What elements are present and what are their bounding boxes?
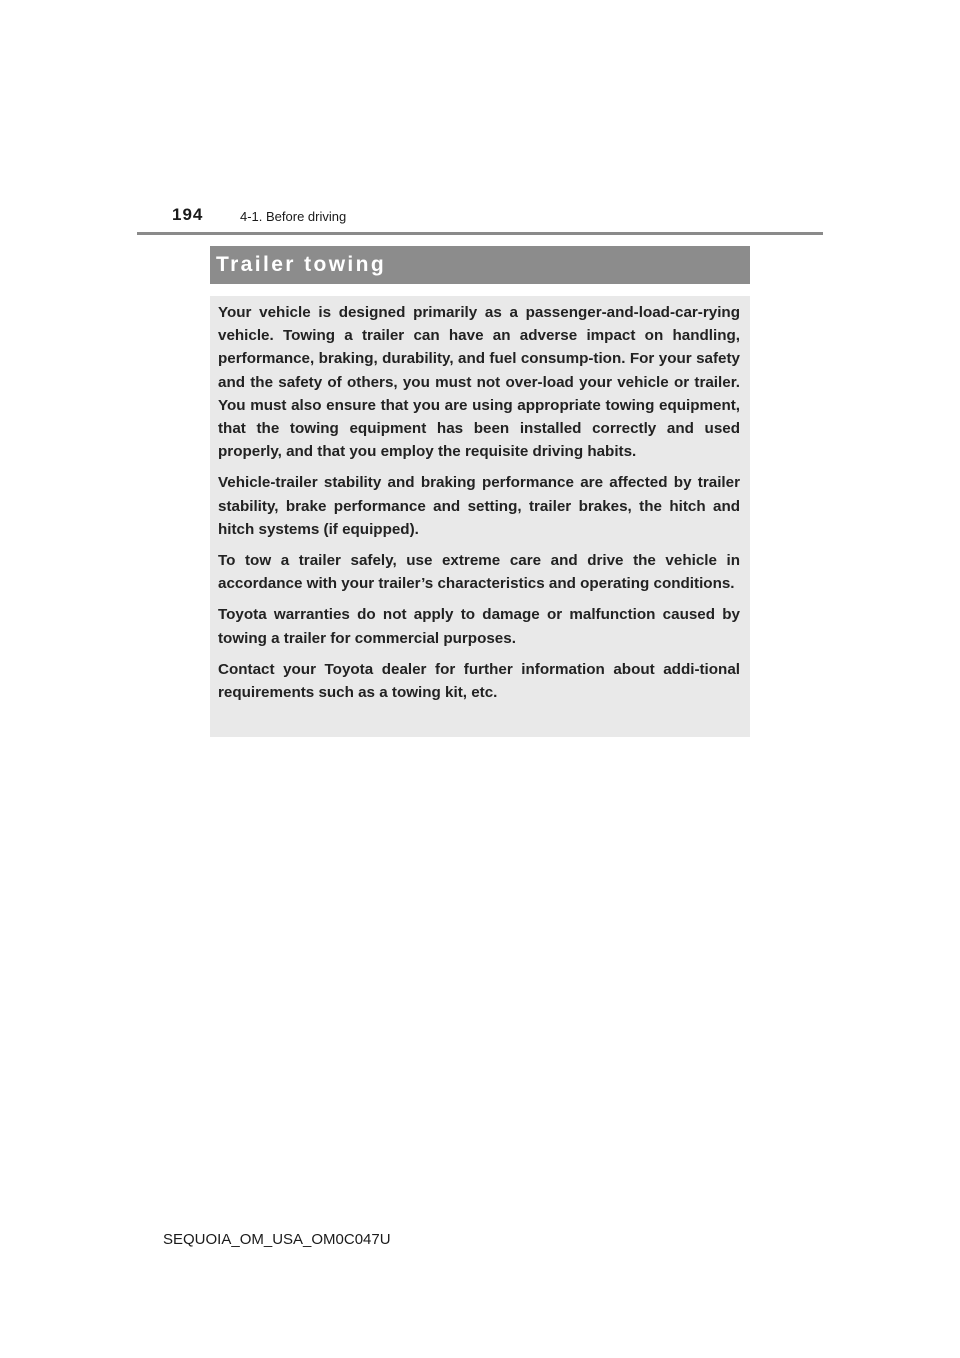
- section-title: Trailer towing: [216, 253, 387, 276]
- section-breadcrumb: 4-1. Before driving: [240, 209, 347, 224]
- paragraph: Contact your Toyota dealer for further information about addi-tional requirements such as a towing kit, etc.: [218, 660, 740, 702]
- page-number: 194: [172, 205, 204, 224]
- paragraph: To tow a trailer safely, use extreme care and drive the vehicle in accordance with your trailer’s characteristics and operating conditions.: [218, 552, 740, 593]
- section-title-bar: [210, 246, 750, 284]
- document-code: SEQUOIA_OM_USA_OM0C047U: [163, 1231, 391, 1248]
- header-divider: [137, 232, 823, 235]
- paragraph: Vehicle-trailer stability and braking performance are affected by trailer stability, brake performance and setting, trailer brakes, the hitch and hitch systems (if equipped).: [218, 474, 740, 538]
- paragraph: Your vehicle is designed primarily as a passenger-and-load-car-rying vehicle. Towing a trailer can have an adverse impact on handling, performance, braking, durability, and fuel consump-tion. For your safety and the safety of others, you must not over-load your vehicle or trailer. You must also ensure that you are using appropriate towing equipment, that the towing equipment has been installed correctly and used properly, and that you employ the requisite driving habits.: [218, 304, 740, 461]
- intro-text-box: [210, 296, 750, 737]
- paragraph: Toyota warranties do not apply to damage or malfunction caused by towing a trailer for commercial purposes.: [218, 606, 740, 647]
